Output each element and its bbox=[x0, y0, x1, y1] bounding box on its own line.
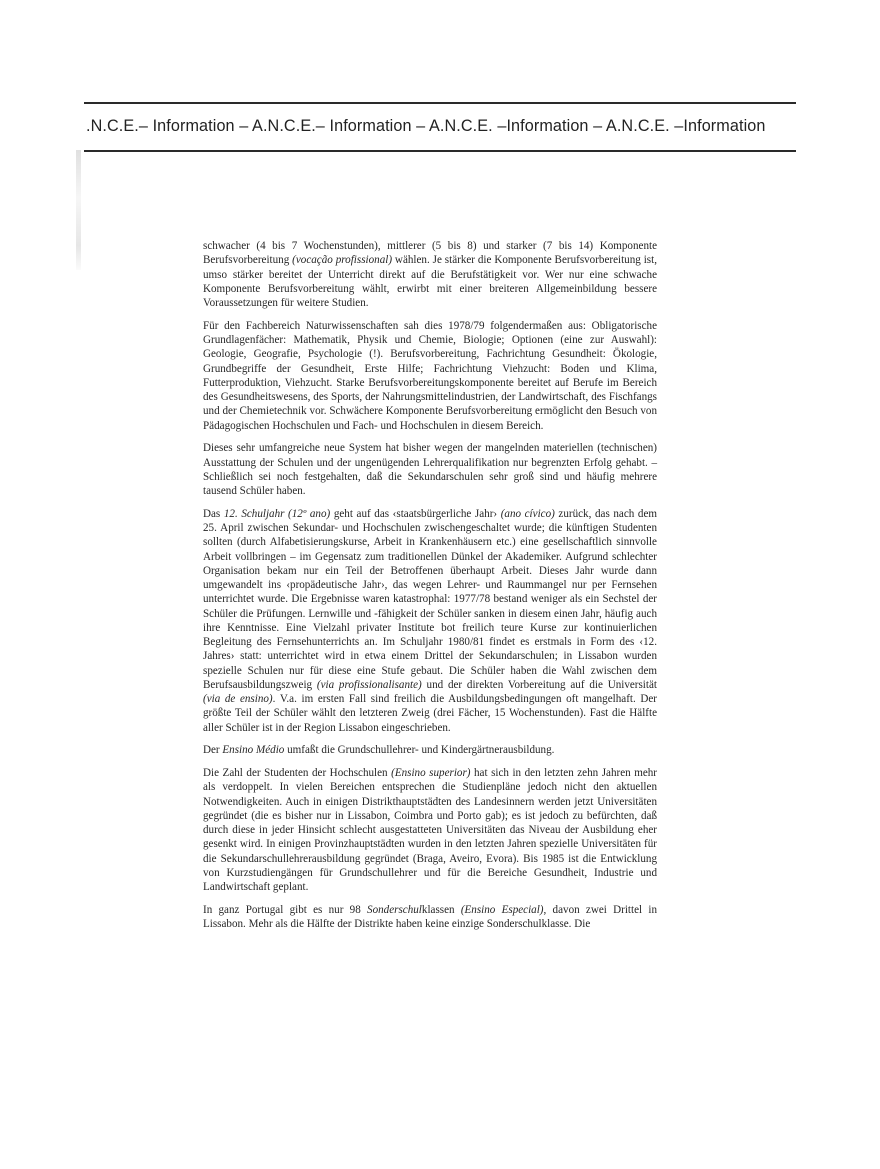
text-run: In ganz Portugal gibt es nur 98 bbox=[203, 903, 368, 916]
text-run: geht auf das ‹staatsbürgerliche Jahr› bbox=[330, 507, 501, 520]
italic-term: (Ensino Especial) bbox=[460, 903, 544, 916]
text-run: und der direkten Vorbereitung auf die Universität bbox=[421, 678, 657, 691]
text-run: schwacher (4 bis 7 Wochenstunden), mittlerer (5 bis 8) und starker (7 bis 14) Komponente Berufsvorbereitung bbox=[203, 240, 657, 267]
paragraph bbox=[203, 766, 657, 894]
header-rule-top bbox=[84, 102, 796, 104]
text-run: Dieses sehr umfangreiche neue System hat bisher wegen der mangelnden materiellen (technischen) Ausstattung der Schulen und der ungenügenden Lehrerqualifikation nur begrenzten Erfolg gehabt. – Schließlich sei noch festgehalten, daß die Sekundarschulen sehr groß sind und häufig mehrere tausend Schüler haben. bbox=[203, 442, 657, 497]
text-run: zurück, das nach dem 25. April zwischen Sekundar- und Hochschulen zwischengeschaltet wurde; die künftigen Studenten sollten (durch Alfabetisierungskurse, Arbeit in Krankenhäusern etc.) eine gesellschaftlich sinnvolle Arbeit vollbringen – im Gegensatz zum traditionellen Dünkel der Akademiker. Aufgrund schlechter Organisation bekam nur ein Teil der Betroffenen überhaupt Arbeit. Dieses Jahr wurde dann umgewandelt ins ‹propädeutische Jahr›, das wegen Lehrer- und Raummangel nur per Fernsehen unterrichtet wurde. Die Ergebnisse waren katastrophal: 1977/78 bestand weniger als ein Sechstel der Schüler die Prüfungen. Lernwille und -fähigkeit der Schüler sanken in diesem einen Jahr, häufig auch ihre Kenntnisse. Eine Vielzahl privater Institute bot freilich teure Kurse zur kontinuierlichen Begleitung des Fernsehunterrichts an. Im Schuljahr 1980/81 findet es erstmals in Form des ‹12. Jahres› statt: unterrichtet wird in etwa einem Drittel der Sekundarschulen; in Lissabon wurden spezielle Schulen nur für diese eine Stufe gebaut. Die Schüler haben die Wahl zwischen dem Berufsausbildungszweig bbox=[203, 507, 658, 691]
paragraph bbox=[203, 441, 657, 498]
italic-term: 12. Schuljahr (12º ano) bbox=[223, 507, 331, 520]
text-run: Für den Fachbereich Naturwissenschaften sah dies 1978/79 folgendermaßen aus: Obligatorische Grundlagenfächer: Mathematik, Physik und Chemie, Biologie; Optionen (eine zur Auswahl): Geologie, Geografie, Psychologie (!). Berufsvorbereitung, Fachrichtung Gesundheit: Ökologie, Grundbegriffe der Gesundheit, Erste Hilfe; Fachrichtung Viehzucht: Boden und Klima, Futterproduktion, Viehzucht. Starke Berufsvorbereitungskomponente bereitet auf Berufe im Bereich des Gesundheitswesens, des Sports, der Nahrungsmittelindustrien, der Landwirtschaft, des Fischfangs und der Chemietechnik vor. Schwächere Komponente Berufsvorbereitung ermöglicht den Besuch von Pädagogischen Hochschulen und Fach- und Hochschulen in diesem Bereich. bbox=[203, 319, 657, 432]
italic-term: (Ensino superior) bbox=[391, 767, 471, 779]
italic-term: Sonderschul bbox=[367, 903, 422, 916]
italic-term: (via de ensino) bbox=[203, 693, 273, 705]
text-run: klassen bbox=[421, 903, 461, 916]
text-run: . V.a. im ersten Fall sind freilich die Ausbildungsbedingungen oft mangelhaft. Der größte Teil der Schüler wählt den letzteren Zweig (drei Fächer, 15 Wochenstunden). Fast die Hälfte aller Schüler ist in der Region Lissabon eingeschrieben. bbox=[203, 693, 657, 734]
text-run: wählen. Je stärker die Komponente Berufsvorbereitung ist, umso stärker bereitet der Unterricht direkt auf die Berufstätigkeit vor. Wer nur eine schwache Komponente Berufsvorbereitung wählt, erwirbt mit einer breiteren Allgemeinbildung bessere Voraussetzungen für weitere Studien. bbox=[203, 254, 657, 309]
text-run: Der bbox=[203, 744, 223, 757]
text-run: umfaßt die Grundschullehrer- und Kindergärtnerausbildung. bbox=[284, 744, 555, 757]
italic-term: (vocação profissional) bbox=[292, 254, 393, 267]
paragraph bbox=[203, 239, 657, 310]
scan-edge-shadow bbox=[76, 150, 81, 270]
text-run: Das bbox=[203, 507, 224, 520]
header-banner-text: .N.C.E.– Information – A.N.C.E.– Information – A.N.C.E. –Information – A.N.C.E. –Information bbox=[86, 117, 766, 135]
header-banner bbox=[84, 102, 796, 156]
paragraph bbox=[203, 743, 657, 757]
text-run: hat sich in den letzten zehn Jahren mehr als verdoppelt. In vielen Bereichen entsprechen die Studienpläne jedoch nicht den aktuellen Notwendigkeiten. Auch in einigen Distrikthauptstädten des Landesinnern werden jetzt Universitäten gegründet (die es bisher nur in Lissabon, Coimbra und Porto gab); es ist jedoch zu befürchten, daß durch diese in jeder Hinsicht schlecht ausgestatteten Universitäten das Niveau der Ausbildung eher gesenkt wird. In einigen Provinzhauptstädten wurden in den letzten Jahren spezielle Universitäten für die Sekundarschullehrerausbildung gegründet (Braga, Aveiro, Evora). Bis 1985 ist die Entwicklung von Kurzstudiengängen für Grundschullehrer und für die Bereiche Gesundheit, Industrie und Landwirtschaft geplant. bbox=[203, 767, 658, 893]
italic-term: (ano cívico) bbox=[500, 507, 555, 520]
body-text bbox=[203, 239, 657, 940]
paragraph bbox=[203, 319, 657, 433]
paragraph bbox=[203, 507, 657, 735]
header-rule-bottom bbox=[84, 150, 796, 152]
paragraph bbox=[203, 903, 657, 932]
italic-term: (via profissionalisante) bbox=[316, 678, 422, 691]
italic-term: Ensino Médio bbox=[222, 744, 285, 757]
text-run: , davon zwei Drittel in Lissabon. Mehr als die Hälfte der Distrikte haben keine einzige Sonderschulklasse. Die bbox=[203, 903, 657, 930]
text-run: Die Zahl der Studenten der Hochschulen bbox=[203, 767, 392, 779]
